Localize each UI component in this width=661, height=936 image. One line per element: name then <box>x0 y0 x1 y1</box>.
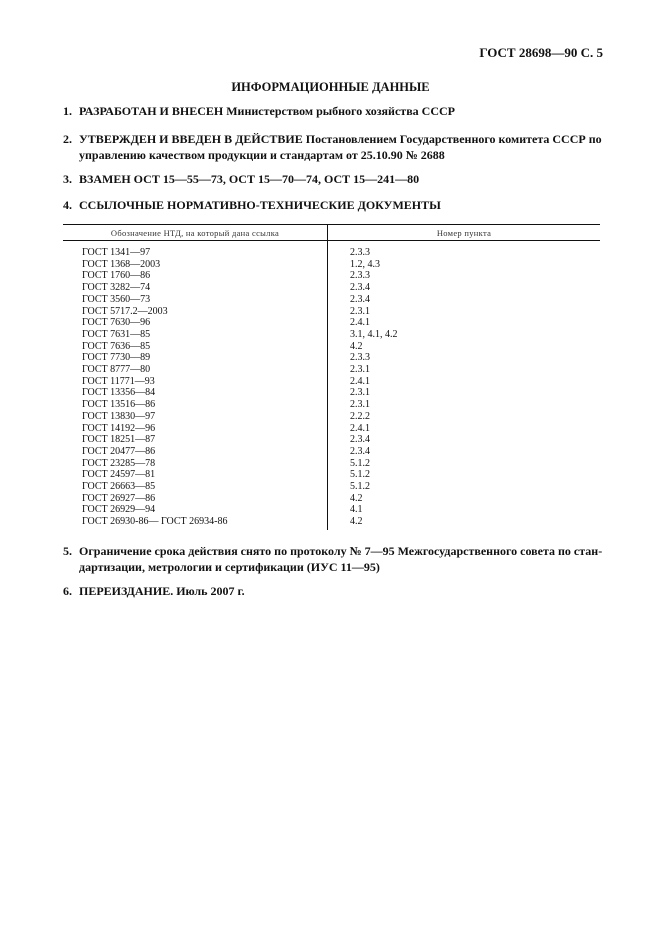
clause-number: 2.3.4 <box>350 445 370 457</box>
document-designation: ГОСТ 8777—80 <box>63 364 328 376</box>
document-designation: ГОСТ 3560—73 <box>63 294 328 306</box>
item-text: ПЕРЕИЗДАНИЕ. Июль 2007 г. <box>79 584 245 598</box>
table-row <box>63 399 600 411</box>
table-row <box>63 341 600 353</box>
document-designation: ГОСТ 11771—93 <box>63 376 328 388</box>
table-row <box>63 282 600 294</box>
table-row <box>63 423 600 435</box>
table-row <box>63 306 600 318</box>
item-heading: РАЗРАБОТАН И ВНЕСЕН <box>79 104 224 118</box>
table-row <box>63 270 600 282</box>
item-number: 2. <box>63 132 72 146</box>
table-row <box>63 376 600 388</box>
clause-number: 4.2 <box>350 516 363 528</box>
clause-number: 4.2 <box>350 492 363 504</box>
table-row <box>63 294 600 306</box>
clause-number: 2.3.1 <box>350 387 370 399</box>
clause-number: 4.1 <box>350 504 363 516</box>
table-row <box>63 504 600 516</box>
document-designation: ГОСТ 26929—94 <box>63 504 328 516</box>
clause-number: 5.1.2 <box>350 457 370 469</box>
table-row <box>63 352 600 364</box>
clause-number: 2.3.4 <box>350 293 370 305</box>
document-designation: ГОСТ 5717.2—2003 <box>63 306 328 318</box>
clause-number: 2.3.4 <box>350 434 370 446</box>
clause-number: 2.4.1 <box>350 422 370 434</box>
table-row <box>63 387 600 399</box>
table-row <box>63 434 600 446</box>
info-item-3 <box>63 171 603 187</box>
document-designation: ГОСТ 20477—86 <box>63 446 328 458</box>
item-text-continued: управлению качеством продукции и стандартам от 25.10.90 № 2688 <box>79 148 445 162</box>
info-item-1 <box>63 103 603 119</box>
clause-number: 2.3.1 <box>350 305 370 317</box>
info-item-5 <box>63 543 603 575</box>
clause-number: 2.4.1 <box>350 375 370 387</box>
info-item-2 <box>63 131 603 163</box>
table-row <box>63 469 600 481</box>
table-row <box>63 411 600 423</box>
document-designation: ГОСТ 3282—74 <box>63 282 328 294</box>
document-designation: ГОСТ 7630—96 <box>63 317 328 329</box>
table-row <box>63 481 600 493</box>
document-designation: ГОСТ 26930-86— ГОСТ 26934-86 <box>63 516 328 530</box>
item-heading: УТВЕРЖДЕН И ВВЕДЕН В ДЕЙСТВИЕ <box>79 132 303 146</box>
clause-number: 4.2 <box>350 340 363 352</box>
table-row <box>63 364 600 376</box>
table-row <box>63 317 600 329</box>
table-row <box>63 241 600 259</box>
clause-number: 2.2.2 <box>350 410 370 422</box>
page-header: ГОСТ 28698—90 С. 5 <box>479 45 603 60</box>
column-header-clause: Номер пункта <box>328 225 601 241</box>
item-text: ССЫЛОЧНЫЕ НОРМАТИВНО-ТЕХНИЧЕСКИЕ ДОКУМЕНТЫ <box>79 198 441 212</box>
info-item-4 <box>63 197 603 213</box>
document-designation: ГОСТ 13516—86 <box>63 399 328 411</box>
item-text: Постановлением Государственного комитета СССР по <box>302 132 602 146</box>
document-designation: ГОСТ 1368—2003 <box>63 259 328 271</box>
item-number: 1. <box>63 104 72 118</box>
document-designation: ГОСТ 7631—85 <box>63 329 328 341</box>
clause-number: 1.2, 4.3 <box>350 258 380 270</box>
clause-number: 5.1.2 <box>350 469 370 481</box>
clause-number: 5.1.2 <box>350 481 370 493</box>
document-designation: ГОСТ 14192—96 <box>63 423 328 435</box>
item-text: Министерством рыбного хозяйства СССР <box>223 104 455 118</box>
item-number: 5. <box>63 544 72 558</box>
clause-number: 3.1, 4.1, 4.2 <box>350 328 398 340</box>
clause-number: 2.3.3 <box>350 352 370 364</box>
document-designation: ГОСТ 23285—78 <box>63 458 328 470</box>
page-title: ИНФОРМАЦИОННЫЕ ДАННЫЕ <box>231 80 430 94</box>
table-row <box>63 446 600 458</box>
document-designation: ГОСТ 13356—84 <box>63 387 328 399</box>
document-designation: ГОСТ 1760—86 <box>63 270 328 282</box>
table-row <box>63 329 600 341</box>
item-number: 3. <box>63 172 72 186</box>
table-row <box>63 458 600 470</box>
table-row <box>63 516 600 530</box>
item-text: ВЗАМЕН ОСТ 15—55—73, ОСТ 15—70—74, ОСТ 15—241—80 <box>79 172 420 186</box>
info-item-6 <box>63 583 603 599</box>
document-designation: ГОСТ 7730—89 <box>63 352 328 364</box>
reference-documents-table <box>63 224 600 530</box>
item-text-continued: дартизации, метрологии и сертификации (ИУС 11—95) <box>79 560 380 574</box>
document-designation: ГОСТ 26927—86 <box>63 493 328 505</box>
clause-number: 2.3.3 <box>350 270 370 282</box>
document-designation: ГОСТ 18251—87 <box>63 434 328 446</box>
document-designation: ГОСТ 26663—85 <box>63 481 328 493</box>
column-header-document: Обозначение НТД, на который дана ссылка <box>63 225 328 241</box>
item-text: Ограничение срока действия снято по протоколу № 7—95 Межгосударственного совета по стан- <box>79 544 603 558</box>
document-designation: ГОСТ 1341—97 <box>63 241 328 259</box>
clause-number: 2.3.1 <box>350 399 370 411</box>
clause-number: 2.3.1 <box>350 364 370 376</box>
document-designation: ГОСТ 13830—97 <box>63 411 328 423</box>
item-number: 4. <box>63 198 72 212</box>
clause-number: 2.3.3 <box>350 247 370 258</box>
table-row <box>63 493 600 505</box>
document-designation: ГОСТ 7636—85 <box>63 341 328 353</box>
table-row <box>63 259 600 271</box>
item-number: 6. <box>63 584 72 598</box>
table-header-row <box>63 225 600 241</box>
document-designation: ГОСТ 24597—81 <box>63 469 328 481</box>
clause-number: 2.4.1 <box>350 317 370 329</box>
clause-number: 2.3.4 <box>350 282 370 294</box>
